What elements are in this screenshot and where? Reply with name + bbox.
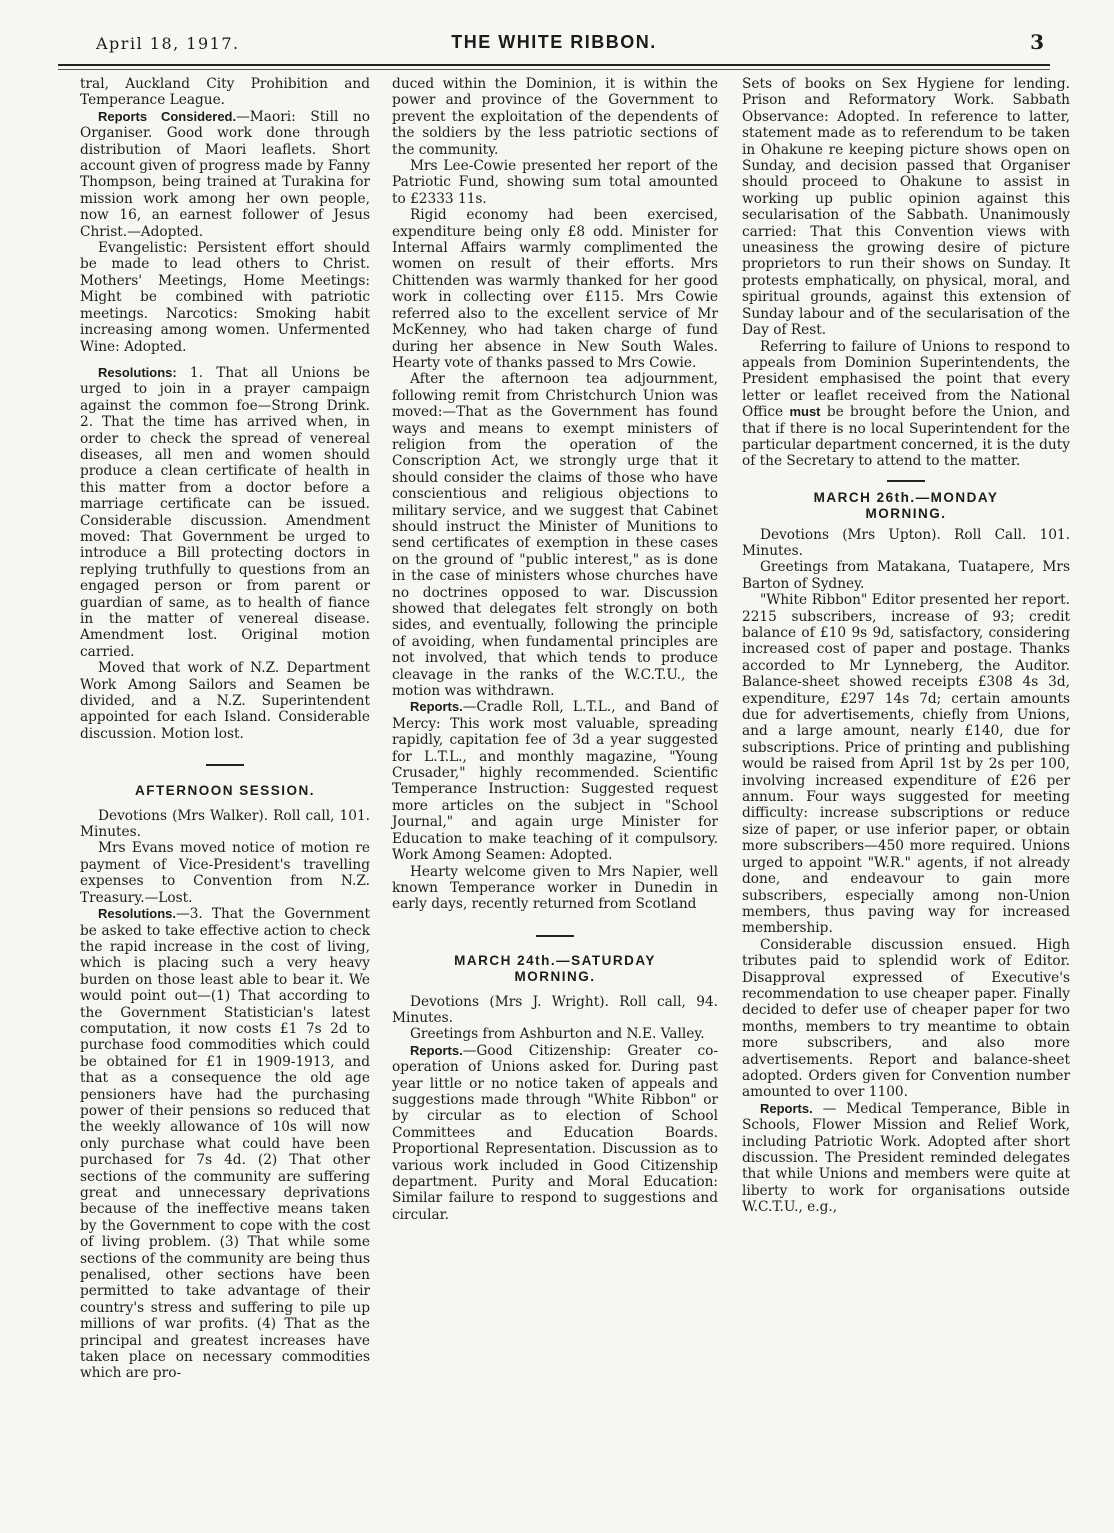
paragraph: Rigid economy had been exercised, expenditure being only £8 odd. Minister for Internal Affairs warmly complimented the women on result of their efforts. Mrs Chittenden was warmly thanked for her good work in collecting over £115. Mrs Cowie referred also to the excellent service of Mr McKenney, who had taken charge of fund during her absence in New South Wales. Hearty vote of thanks passed to Mrs Cowie. bbox=[392, 207, 718, 371]
paragraph: Devotions (Mrs Walker). Roll call, 101. Minutes. bbox=[80, 807, 370, 841]
section-divider bbox=[887, 480, 925, 482]
page-number: 3 bbox=[1030, 30, 1044, 54]
paragraph-text: Referring to failure of Unions to respond to appeals from Dominion Superintendents, the President emphasised the point that every letter or leaflet received from the National Office bbox=[742, 338, 1070, 421]
paragraph: Evangelistic: Persistent effort should be made to lead others to Christ. Mothers' Meetings, Home Meetings: Might be combined with patriotic meetings. Narcotics: Smoking habit increasing among women. Unfermented Wine: Adopted. bbox=[80, 240, 370, 355]
run-in-heading: Reports. bbox=[410, 1042, 463, 1058]
masthead-title: THE WHITE RIBBON. bbox=[451, 32, 657, 52]
paragraph bbox=[80, 365, 370, 660]
paragraph bbox=[742, 1101, 1070, 1216]
header-rule bbox=[58, 64, 1050, 66]
paragraph bbox=[80, 109, 370, 240]
header-rule-thin bbox=[58, 69, 1050, 70]
paragraph: Greetings from Ashburton and N.E. Valley. bbox=[410, 1026, 705, 1043]
paragraph: Hearty welcome given to Mrs Napier, well known Temperance worker in Dunedin in early days, recently returned from Scotland bbox=[392, 863, 718, 913]
paragraph-text: —Cradle Roll, L.T.L., and Band of Mercy: This work most valuable, spreading rapidly, capitation fee of 3d a year suggested for L.T.L., and monthly magazine, "Young Crusader," highly recommended. Scientific Temperance Instruction: Suggested request more articles on the subject in "School Journal," and again urge Minister for Education to make teaching of it compulsory. Work Among Seamen: Adopted. bbox=[392, 699, 718, 864]
paragraph-text: 1. That all Unions be urged to join in a prayer campaign against the common foe—Strong Drink. 2. That the time has arrived when, in order to check the spread of venereal diseases, all men and women should produce a clean certificate of health in this matter from a doctor before a marriage certificate can be issued. Considerable discussion. Amendment moved: That Government be urged to introduce a Bill protecting doctors in replying truthfully to questions from an engaged person or from parent or guardian of same, as to health of fiance in the matter of venereal disease. Amendment lost. Original motion carried. bbox=[80, 364, 370, 660]
run-in-heading: Resolutions. bbox=[98, 906, 177, 922]
section-divider bbox=[536, 935, 574, 937]
paragraph: "White Ribbon" Editor presented her report. 2215 subscribers, increase of 93; credit balance of £10 9s 9d, satisfactory, considering increased cost of paper and postage. Thanks accorded to Mr Lynneberg, the Auditor. Balance-sheet showed receipts £308 4s 3d, expenditure, £297 14s 7d; certain amounts due for advertisements, chiefly from Unions, and a large amount, nearly £140, due for subscriptions. Price of printing and publishing would be raised from April 1st by 2s per 100, involving increased expenditure of £26 per annum. Four ways suggested for meeting difficulty: increase subscriptions or reduce size of paper, or use inferior paper, or obtain more subscribers—450 more required. Unions urged to appoint "W.R." agents, if not already done, and endeavour to gain more subscribers, especially among non-Union members, thus paving way for increased membership. bbox=[742, 592, 1070, 937]
column-1 bbox=[80, 76, 370, 1382]
section-heading: MARCH 26th.—MONDAY bbox=[813, 489, 999, 505]
column-3 bbox=[742, 76, 1070, 1216]
paragraph bbox=[80, 906, 370, 1382]
paragraph: tral, Auckland City Prohibition and Temperance League. bbox=[80, 76, 370, 109]
paragraph bbox=[742, 339, 1070, 470]
paragraph: Sets of books on Sex Hygiene for lending. Prison and Reformatory Work. Sabbath Observance: Adopted. In reference to latter, statement made as to referendum to be taken in Ohakune re keeping picture shows open on Sunday, and decision passed that Organiser should proceed to Ohakune to assist in working up public opinion against this secularisation of the Sabbath. Unanimously carried: That this Convention views with uneasiness the growing desire of picture proprietors to run their shows on Sunday. It protests emphatically, on physical, moral, and spiritual grounds, against this extension of Sunday labour and of the secularisation of the Day of Rest. bbox=[742, 76, 1070, 339]
run-in-heading: Reports. bbox=[410, 699, 463, 715]
run-in-heading: Reports. bbox=[760, 1100, 813, 1116]
run-in-heading: Resolutions: bbox=[98, 364, 177, 380]
paragraph-text: be brought before the Union, and that if there is no local Superintendent for the particular department concerned, it is the duty of the Secretary to attend to the matter. bbox=[742, 404, 1070, 470]
paragraph-text: —Good Citizenship: Greater co-operation of Unions asked for. During past year little or no notice taken of appeals and suggestions made through "White Ribbon" or by circular as to election of School Committees and Education Boards. Proportional Representation. Discussion as to various work included in Good Citizenship department. Purity and Moral Education: Similar failure to respond to suggestions and circular. bbox=[392, 1042, 718, 1223]
paragraph-text: —3. That the Government be asked to take effective action to check the rapid increase in the cost of living, which is placing such a very heavy burden on those least able to bear it. We would point out—(1) That according to the Government Statistician's latest computation, it now costs £1 7s 2d to purchase food commodities which could be obtained for £1 in 1909-1913, and that as a consequence the old age pensioners have had the purchasing power of their pensions so reduced that the weekly allowance of 10s will now only purchase what could have been purchased for 7s 4d. (2) That other sections of the community are suffering great and unnecessary deprivations because of the ineffective means taken by the Government to cope with the cost of living problem. (3) That while some sections of the community are being thus penalised, other sections have been permitted to take advantage of their country's stress and suffering to pile up millions of war profits. (4) That as the principal and greatest increases have taken place on necessary commodities which are pro- bbox=[80, 906, 370, 1382]
paragraph: duced within the Dominion, it is within the power and province of the Government to prevent the exploitation of the dependents of the soldiers by the less patriotic sections of the community. bbox=[392, 76, 718, 158]
paragraph: Devotions (Mrs J. Wright). Roll call, 94. Minutes. bbox=[392, 993, 718, 1026]
paragraph-text: —Maori: Still no Organiser. Good work done through distribution of Maori leaflets. Short account given of progress made by Fanny Thompson, being trained at Turakina for mission work among her own people, now 16, an earnest follower of Jesus Christ.—Adopted. bbox=[80, 108, 371, 240]
page-header bbox=[58, 26, 1050, 56]
paragraph: Greetings from Matakana, Tuatapere, Mrs Barton of Sydney. bbox=[742, 559, 1070, 592]
section-heading: AFTERNOON SESSION. bbox=[134, 783, 315, 799]
paragraph bbox=[392, 699, 718, 863]
paragraph: Moved that work of N.Z. Department Work Among Sailors and Seamen be divided, and a N.Z. Superintendent appointed for each Island. Considerable discussion. Motion lost. bbox=[80, 660, 370, 742]
emphasis: must bbox=[789, 404, 821, 420]
paragraph: Devotions (Mrs Upton). Roll Call. 101. Minutes. bbox=[742, 526, 1070, 559]
issue-date: April 18, 1917. bbox=[96, 34, 240, 53]
paragraph: Mrs Lee-Cowie presented her report of the Patriotic Fund, showing sum total amounted to £2333 11s. bbox=[392, 158, 718, 207]
section-heading-line-2: MORNING. bbox=[514, 969, 596, 985]
paragraph-text: — Medical Temperance, Bible in Schools, Flower Mission and Relief Work, including Patriotic Work. Adopted after short discussion. The President reminded delegates that while Unions and members were quite at liberty to work for organisations outside W.C.T.U., e.g., bbox=[742, 1100, 1070, 1216]
column-2 bbox=[392, 76, 718, 1223]
section-heading: MARCH 24th.—SATURDAY bbox=[454, 952, 656, 968]
section-heading-line-2: MORNING. bbox=[865, 506, 947, 522]
paragraph: Considerable discussion ensued. High tributes paid to splendid work of Editor. Disapproval expressed of Executive's recommendation to use cheaper paper. Finally decided to defer use of cheaper paper for two months, members to try meantime to obtain more subscribers, and also more advertisements. Report and balance-sheet adopted. Orders given for Convention number amounted to over 1100. bbox=[742, 936, 1070, 1101]
paragraph: Mrs Evans moved notice of motion re payment of Vice-President's travelling expenses to Convention from N.Z. Treasury.—Lost. bbox=[80, 840, 370, 906]
paragraph: After the afternoon tea adjournment, following remit from Christchurch Union was moved:—That as the Government has found ways and means to exempt ministers of religion from the operation of the Conscription Act, we strongly urge that it should consider the claims of those who have conscientious and religious objections to military service, and we suggest that Cabinet should instruct the Minister of Munitions to send certificates of exemption in these cases on the ground of "public interest," as is done in the case of ministers whose churches have no doctrines opposed to war. Discussion showed that delegates felt strongly on both sides, and eventually, following the principle of avoiding, when fundamental principles are not involved, that which tends to produce cleavage in the ranks of the W.C.T.U., the motion was withdrawn. bbox=[392, 371, 718, 700]
paragraph bbox=[392, 1043, 718, 1223]
run-in-heading: Reports Considered. bbox=[98, 108, 237, 124]
section-divider bbox=[206, 764, 244, 766]
